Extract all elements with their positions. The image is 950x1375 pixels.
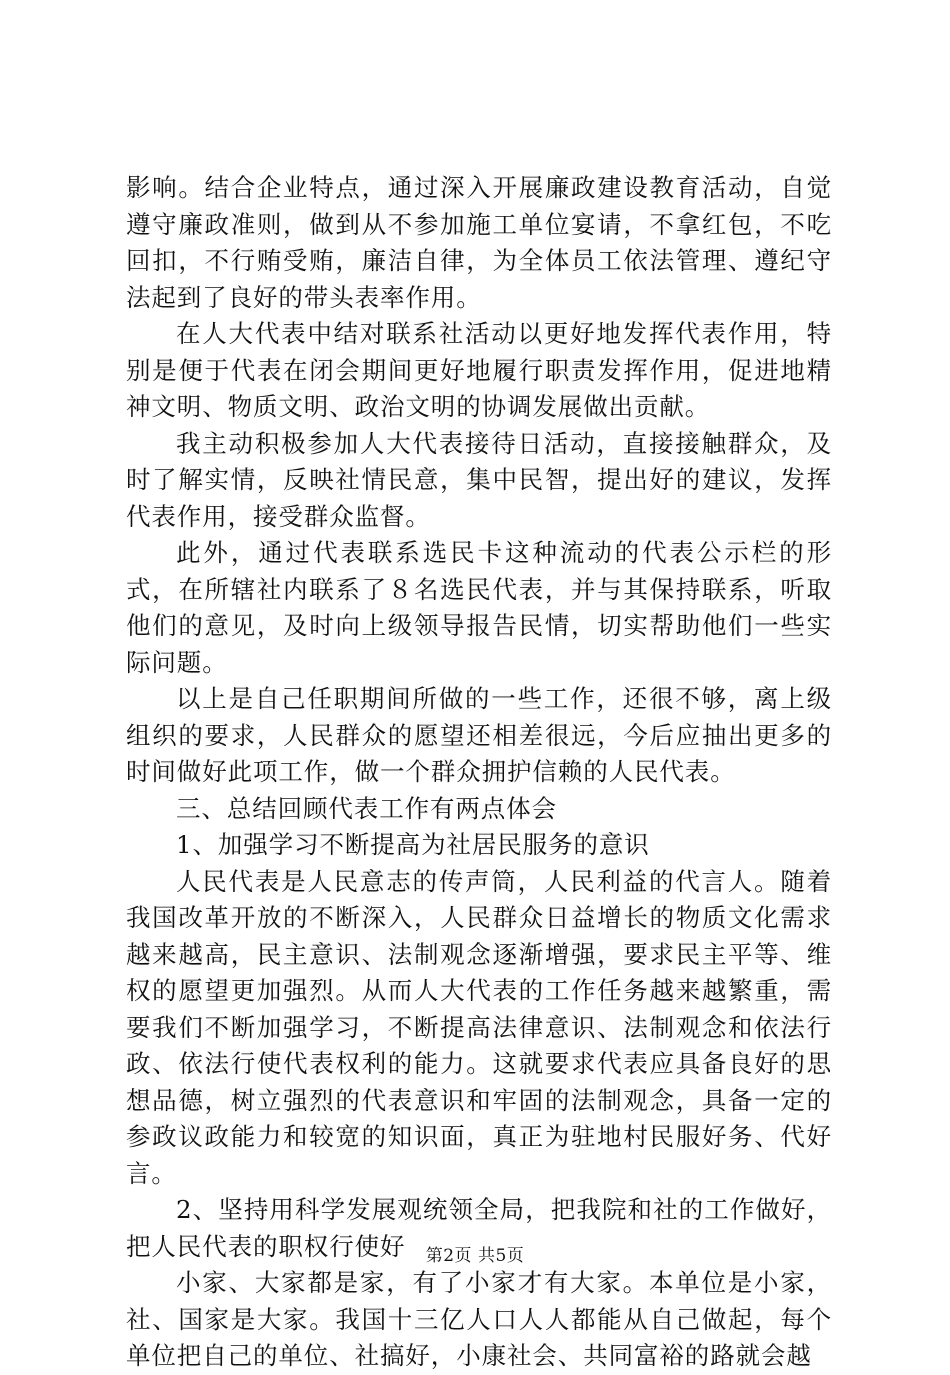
paragraph-continuation: 影响。结合企业特点，通过深入开展廉政建设教育活动，自觉遵守廉政准则，做到从不参加施工单位宴请，不拿红包，不吃回扣，不行贿受贿，廉洁自律，为全体员工依法管理、遵纪守法起到了良好的带头表率作用。 [126,173,832,312]
paragraph-voter-card: 此外，通过代表联系选民卡这种流动的代表公示栏的形式，在所辖社内联系了８名选民代表，并与其保持联系，听取他们的意见，及时向上级领导报告民情，切实帮助他们一些实际问题。 [126,538,832,677]
paragraph-liaison-activity: 在人大代表中结对联系社活动以更好地发挥代表作用，特别是便于代表在闭会期间更好地履行职责发挥作用，促进地精神文明、物质文明、政治文明的协调发展做出贡献。 [126,319,832,421]
paragraph-reception-day: 我主动积极参加人大代表接待日活动，直接接触群众，及时了解实情，反映社情民意，集中民智，提出好的建议，发挥代表作用，接受群众监督。 [126,428,832,531]
paragraph-family: 小家、大家都是家，有了小家才有大家。本单位是小家，社、国家是大家。我国十三亿人口人人都能从自己做起，每个单位把自己的单位、社搞好，小康社会、共同富裕的路就会越 [126,1268,832,1370]
section-heading: 三、总结回顾代表工作有两点体会 [176,793,557,823]
page-number-footer: 第2页 共5页 [425,1246,525,1266]
paragraph-study: 人民代表是人民意志的传声筒，人民利益的代言人。随着我国改革开放的不断深入，人民群众日益增长的物质文化需求越来越高，民主意识、法制观念逐渐增强，要求民主平等、维权的愿望更加强烈。从而人大代表的工作任务越来越繁重，需要我们不断加强学习，不断提高法律意识、法制观念和依法行政、依法行使代表权利的能力。这就要求代表应具备良好的思想品德，树立强烈的代表意识和牢固的法制观念，具备一定的参政议政能力和较宽的知识面，真正为驻地村民服好务、代好言。 [126,866,832,1188]
subheading-study: 1、加强学习不断提高为社居民服务的意识 [176,830,650,859]
paragraph-summary: 以上是自己任职期间所做的一些工作，还很不够，离上级组织的要求，人民群众的愿望还相差很远，今后应抽出更多的时间做好此项工作，做一个群众拥护信赖的人民代表。 [126,684,832,786]
subheading-development: 2、坚持用科学发展观统领全局，把我院和社的工作做好，把人民代表的职权行使好 [126,1195,832,1261]
document-body [126,170,832,1375]
